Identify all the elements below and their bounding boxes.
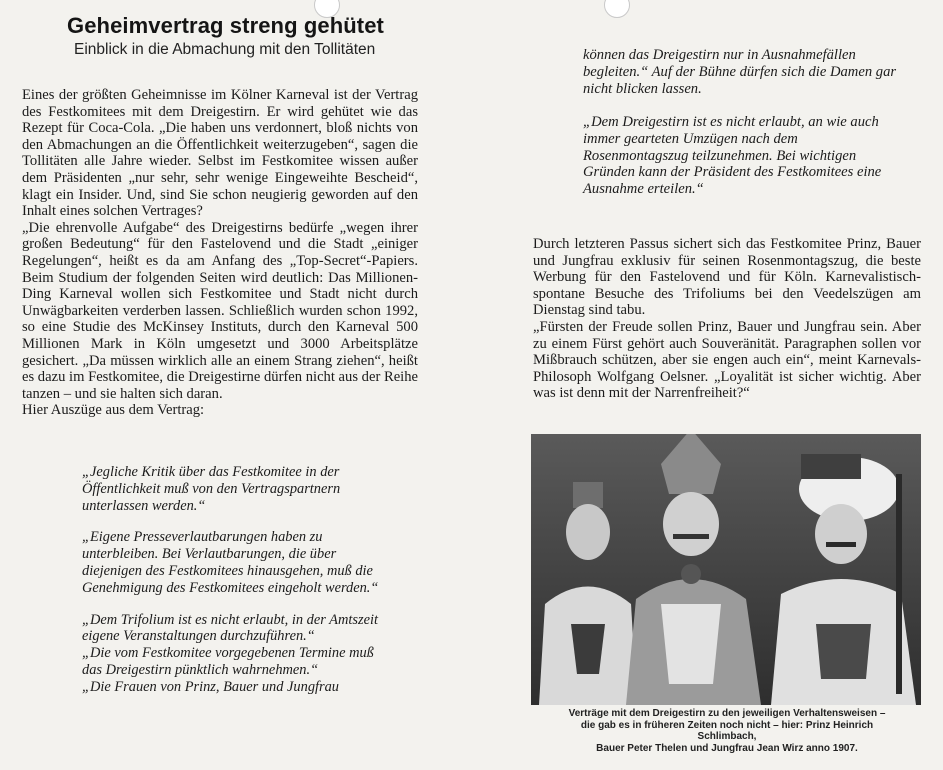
- right-body-text: [533, 236, 921, 402]
- contract-excerpts-left: [82, 464, 382, 696]
- left-body-text: [22, 87, 418, 419]
- left-paragraph-2: „Die ehrenvolle Aufgabe“ des Dreigestirns bedürfe „wegen ihrer großen Bedeutung“ für den Fastelovend und die Stadt „einiger Regelungen“, heißt es da am Anfang des „Top-Secret“-Papiers. Beim Studium der folgenden Seiten wird deutlich: Das Millionen-Ding Karneval wollen sich Festkomitee und Stadt nicht durch Unwägbarkeiten verderben lassen. Schließlich wurden schon 1992, so eine Studie des McKinsey Instituts, durch den Karneval 500 Millionen Mark in Köln umgesetzt und 3000 Arbeitsplätze gesichert. „Da müssen wirklich alle an einem Strang ziehen“, heißt es dazu im Festkomitee, die Dreigestirne dürfen nicht aus der Reihe tanzen – und sie halten sich daran.: [22, 219, 418, 402]
- excerpt-events: „Dem Trifolium ist es nicht erlaubt, in der Amtszeit eigene Veranstaltungen durchzuführen.“: [82, 611, 378, 645]
- excerpt-parades: „Dem Dreigestirn ist es nicht erlaubt, an wie auch immer gearteten Umzügen nach dem Rosenmontagszug teilzunehmen. Bei wichtigen Gründen kann der Präsident des Festkomitees eine Ausnahme erteilen.“: [583, 113, 882, 198]
- right-paragraph-1: Durch letzteren Passus sichert sich das Festkomitee Prinz, Bauer und Jungfrau exklusiv für seinen Rosenmontagszug, die beste Werbung für den Fastelovend und für Köln. Karnevalistisch-spontane Besuche des Trifoliums bei den Veedelszügen am Dienstag sind tabu.: [533, 236, 921, 319]
- photo-illustration: [531, 434, 921, 705]
- punch-hole-right: [604, 0, 630, 18]
- contract-excerpts-right: [583, 47, 903, 214]
- caption-line-3: Bauer Peter Thelen und Jungfrau Jean Wirz anno 1907.: [596, 742, 858, 754]
- excerpt-wives-start: „Die Frauen von Prinz, Bauer und Jungfrau: [82, 678, 340, 695]
- caption-line-1: Verträge mit dem Dreigestirn zu den jeweiligen Verhaltensweisen –: [568, 708, 886, 719]
- historic-dreigestirn-photo: [531, 434, 921, 705]
- caption-line-2: die gab es in früheren Zeiten noch nicht – hier: Prinz Heinrich Schlimbach,: [580, 719, 874, 742]
- article-title: Geheimvertrag streng gehütet: [67, 13, 384, 38]
- left-paragraph-1: Eines der größten Geheimnisse im Kölner Karneval ist der Vertrag des Festkomitees mit dem Dreigestirn. Er wird gehütet wie das Rezept für Coca-Cola. „Die haben uns verdonnert, bloß nichts von den Abmachungen an die Öffentlichkeit weiterzugeben“, sagen die Tollitäten alle Jahre wieder. Selbst im Festkomitee wissen außer dem Präsidenten „nur sehr, sehr wenige Eingeweihte Bescheid“, klagt ein Insider. Und, sind Sie schon neugierig geworden auf den Inhalt eines solchen Vertrages?: [22, 87, 418, 220]
- right-paragraph-2: „Fürsten der Freude sollen Prinz, Bauer und Jungfrau sein. Aber zu einem Fürst gehört auch Souveränität. Paragraphen sollen vor Mißbrauch schützen, aber sie engen auch ein“, meint Karnevals-Philosoph Wolfgang Oelsner. „Loyalität ist sicher wichtig. Aber was ist denn mit der Narrenfreiheit?“: [533, 318, 921, 402]
- excerpt-dates: „Die vom Festkomitee vorgegebenen Termine muß das Dreigestirn pünktlich wahrnehmen.“: [82, 645, 374, 678]
- excerpt-press: „Eigene Presseverlautbarungen haben zu unterbleiben. Bei Verlautbarungen, die über diejenigen des Festkomitees hinausgehen, muß die Genehmigung des Festkomitees eingeholt werden.“: [82, 529, 379, 596]
- article-subtitle: Einblick in die Abmachung mit den Tollitäten: [74, 41, 376, 58]
- excerpt-wives-end: können das Dreigestirn nur in Ausnahmefällen begleiten.“ Auf der Bühne dürfen sich die Damen gar nicht blicken lassen.: [583, 47, 897, 97]
- left-paragraph-3: Hier Auszüge aus dem Vertrag:: [22, 402, 205, 419]
- excerpt-criticism: „Jegliche Kritik über das Festkomitee in der Öffentlichkeit muß von den Vertragspartnern unterlassen werden.“: [82, 464, 341, 514]
- photo-caption: [552, 708, 902, 754]
